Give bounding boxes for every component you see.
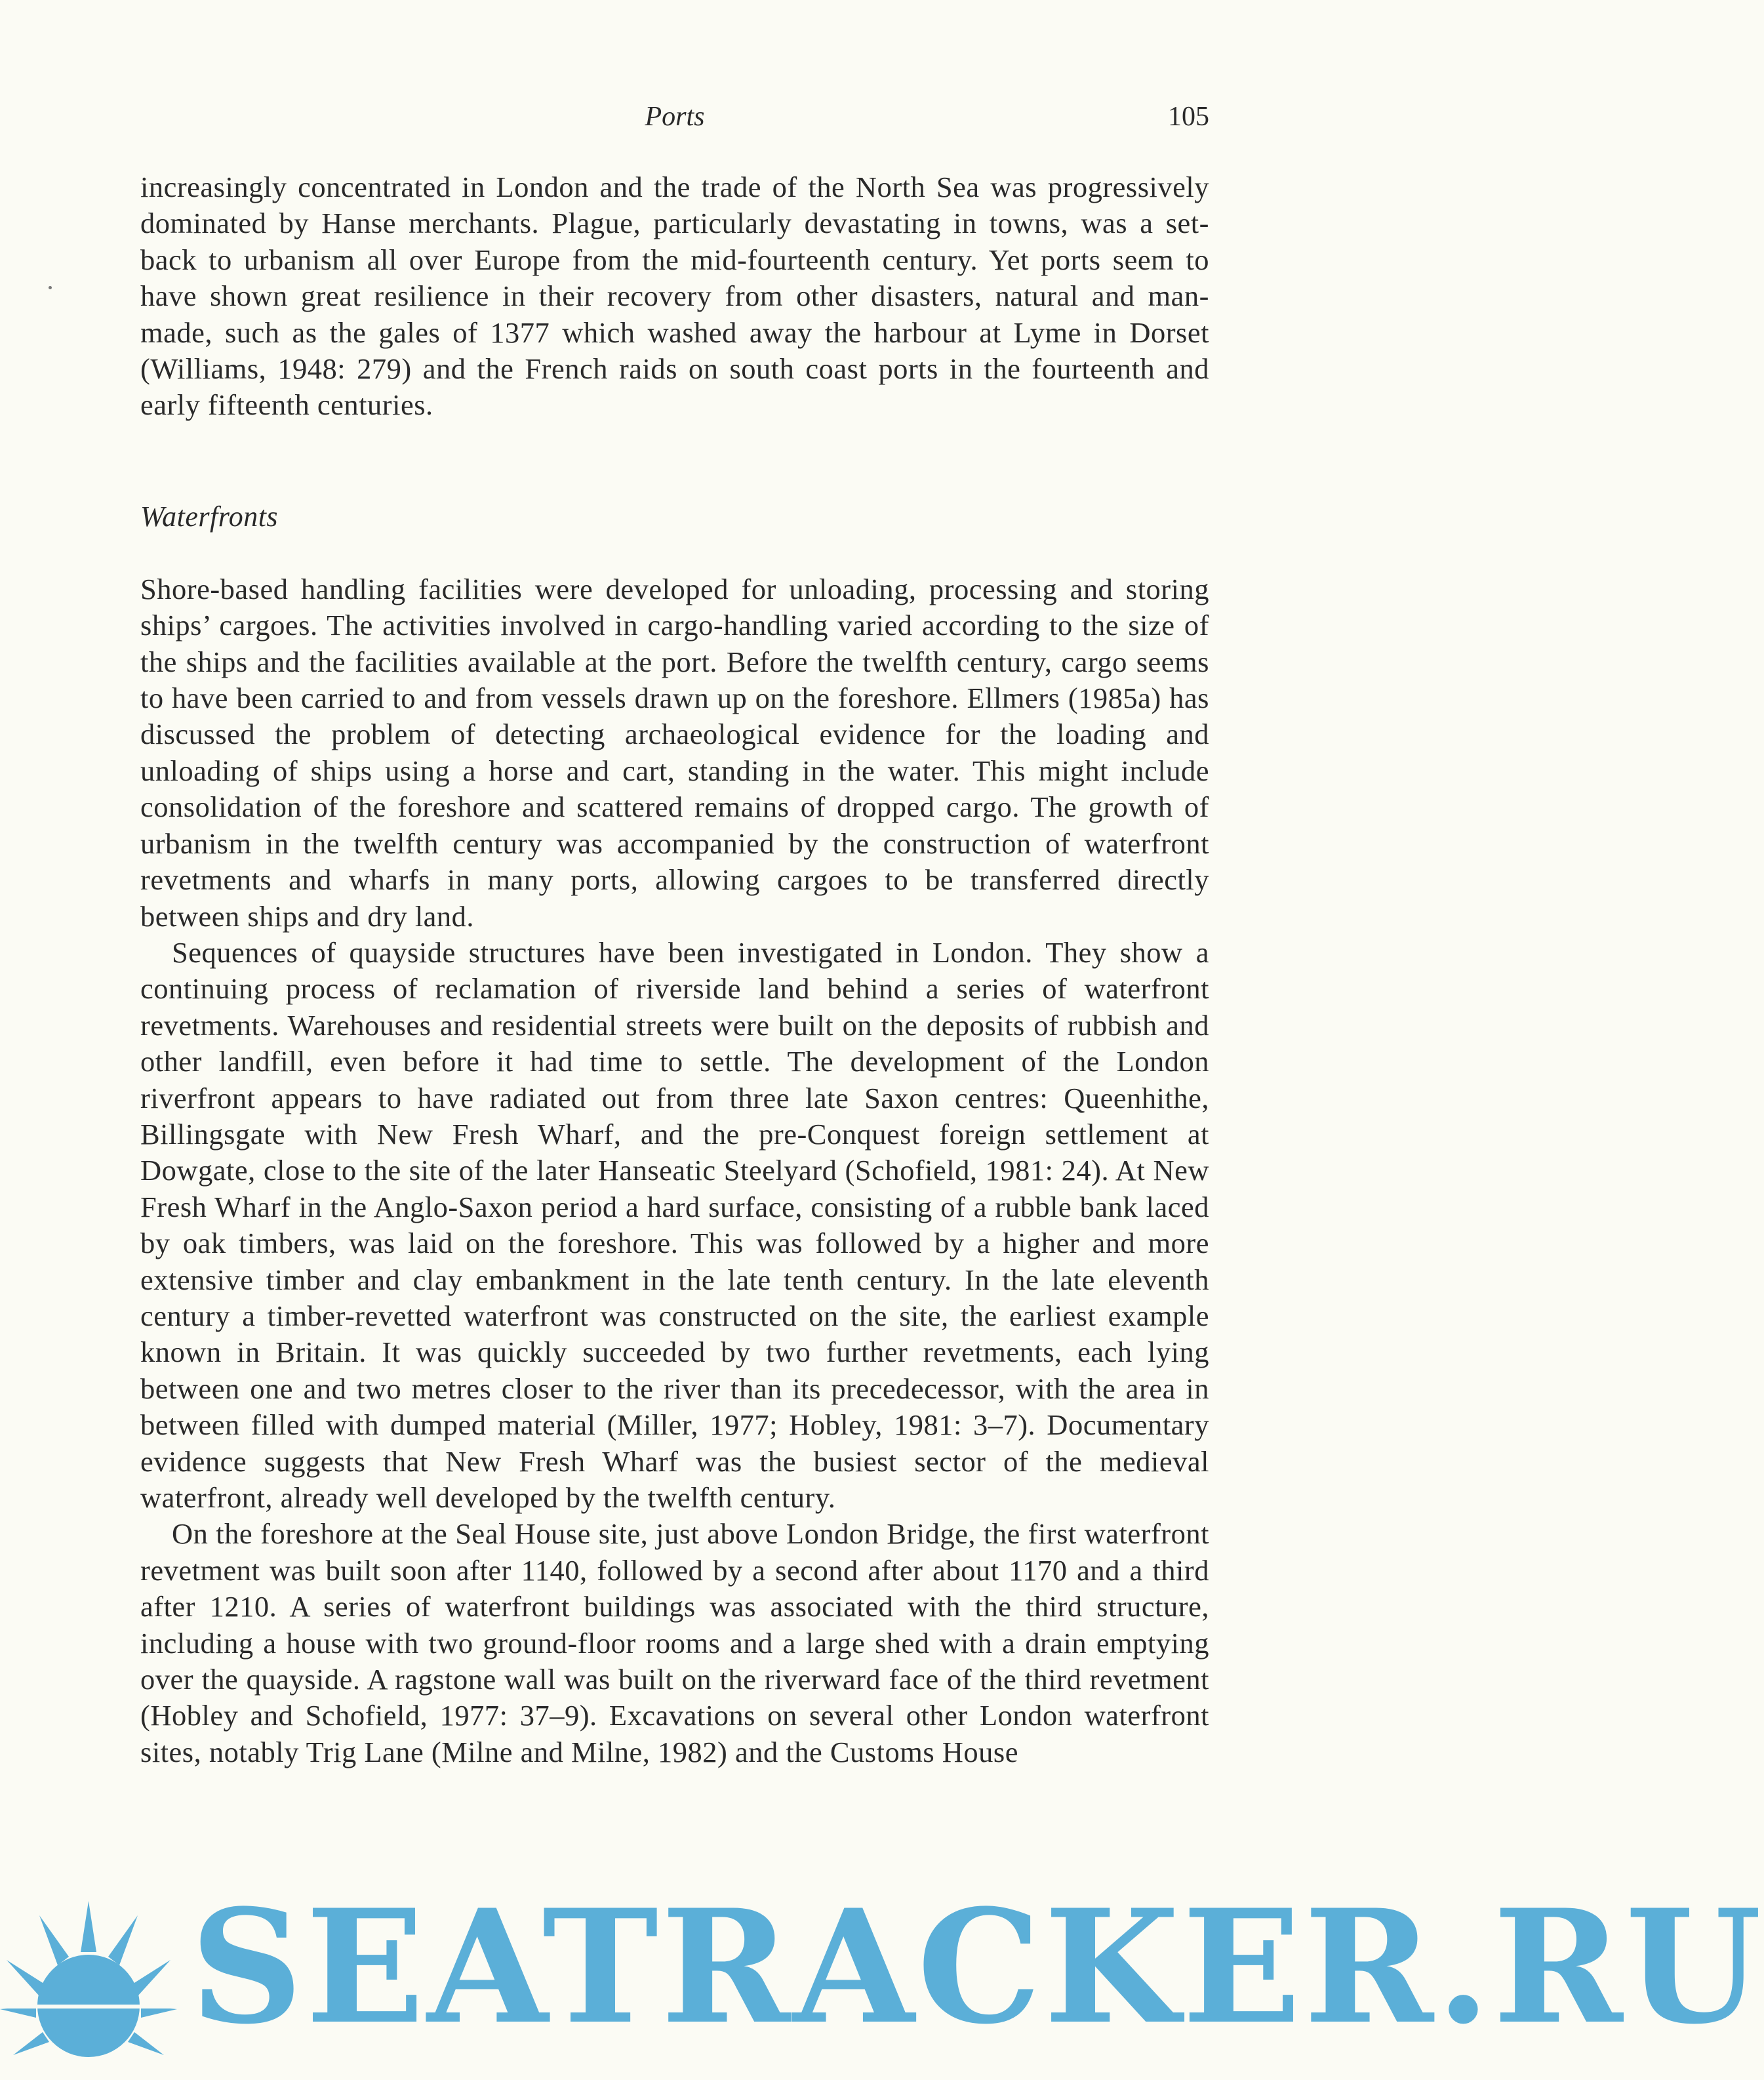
- paragraph-waterfronts-1: Shore-based handling facilities were developed for unloading, processing and storing ships’ cargoes. The activities involved in cargo-handling varied according to the size of the ships and the facilities available at the port. Before the twelfth century, cargo seems to have been carried to and from vessels drawn up on the foreshore. Ellmers (1985a) has discussed the problem of detecting archaeological evidence for the loading and unloading of ships using a horse and cart, standing in the water. This might include consolidation of the foreshore and scattered remains of dropped cargo. The growth of urbanism in the twelfth century was accompanied by the construction of waterfront revetments and wharfs in many ports, allowing cargoes to be transferred directly between ships and dry land.: [140, 572, 1209, 933]
- paragraph-waterfronts-2: Sequences of quayside structures have been investigated in London. They show a continuing process of reclamation of riverside land behind a series of waterfront revetments. Warehouses and residential streets were built on the deposits of rubbish and other landfill, even before it had time to settle. The development of the London riverfront appears to have radiated out from three late Saxon centres: Queenhithe, Billingsgate with New Fresh Wharf, and the pre-Conquest foreign settlement at Dowgate, close to the site of the later Hanseatic Steelyard (Schofield, 1981: 24). At New Fresh Wharf in the Anglo-Saxon period a hard surface, consisting of a rubble bank laced by oak timbers, was laid on the foreshore. This was followed by a higher and more extensive timber and clay embankment in the late tenth century. In the late eleventh century a timber-revetted waterfront was constructed on the site, the earliest example known in Britain. It was quickly succeeded by two further revetments, each lying between one and two metres closer to the river than its precedecessor, with the area in between filled with dumped material (Miller, 1977; Hobley, 1981: 3–7). Documentary evidence suggests that New Fresh Wharf was the busiest sector of the medieval waterfront, already well developed by the twelfth century.: [140, 935, 1209, 1514]
- page-speck: [49, 286, 52, 289]
- watermark: [0, 1875, 1764, 2080]
- paragraph-waterfronts-3: On the foreshore at the Seal House site, just above London Bridge, the first waterfront revetment was built soon after 1140, followed by a second after about 1170 and a third after 1210. A series of waterfront buildings was associated with the third structure, including a house with two ground-floor rooms and a large shed with a drain emptying over the quayside. A ragstone wall was built on the riverward face of the third revetment (Hobley and Schofield, 1977: 37–9). Excavations on several other London waterfront sites, notably Trig Lane (Milne and Milne, 1982) and the Customs House: [140, 1517, 1209, 1768]
- paragraph-continued: increasingly concentrated in London and the trade of the North Sea was progressively dominated by Hanse merchants. Plague, particularly devastating in towns, was a set-back to urbanism all over Europe from the mid-fourteenth century. Yet ports seem to have shown great resilience in their recovery from other disasters, natural and man-made, such as the gales of 1377 which washed away the harbour at Lyme in Dorset (Williams, 1948: 279) and the French raids on south coast ports in the fourteenth and early fifteenth centuries.: [140, 171, 1209, 422]
- section-heading: Waterfronts: [140, 500, 279, 533]
- running-title: Ports: [645, 102, 705, 132]
- body-text: [140, 169, 1209, 1770]
- page-number: 105: [1168, 102, 1209, 132]
- running-head: [140, 97, 1209, 136]
- watermark-text: SEATRACKER.RU: [190, 1876, 1764, 2059]
